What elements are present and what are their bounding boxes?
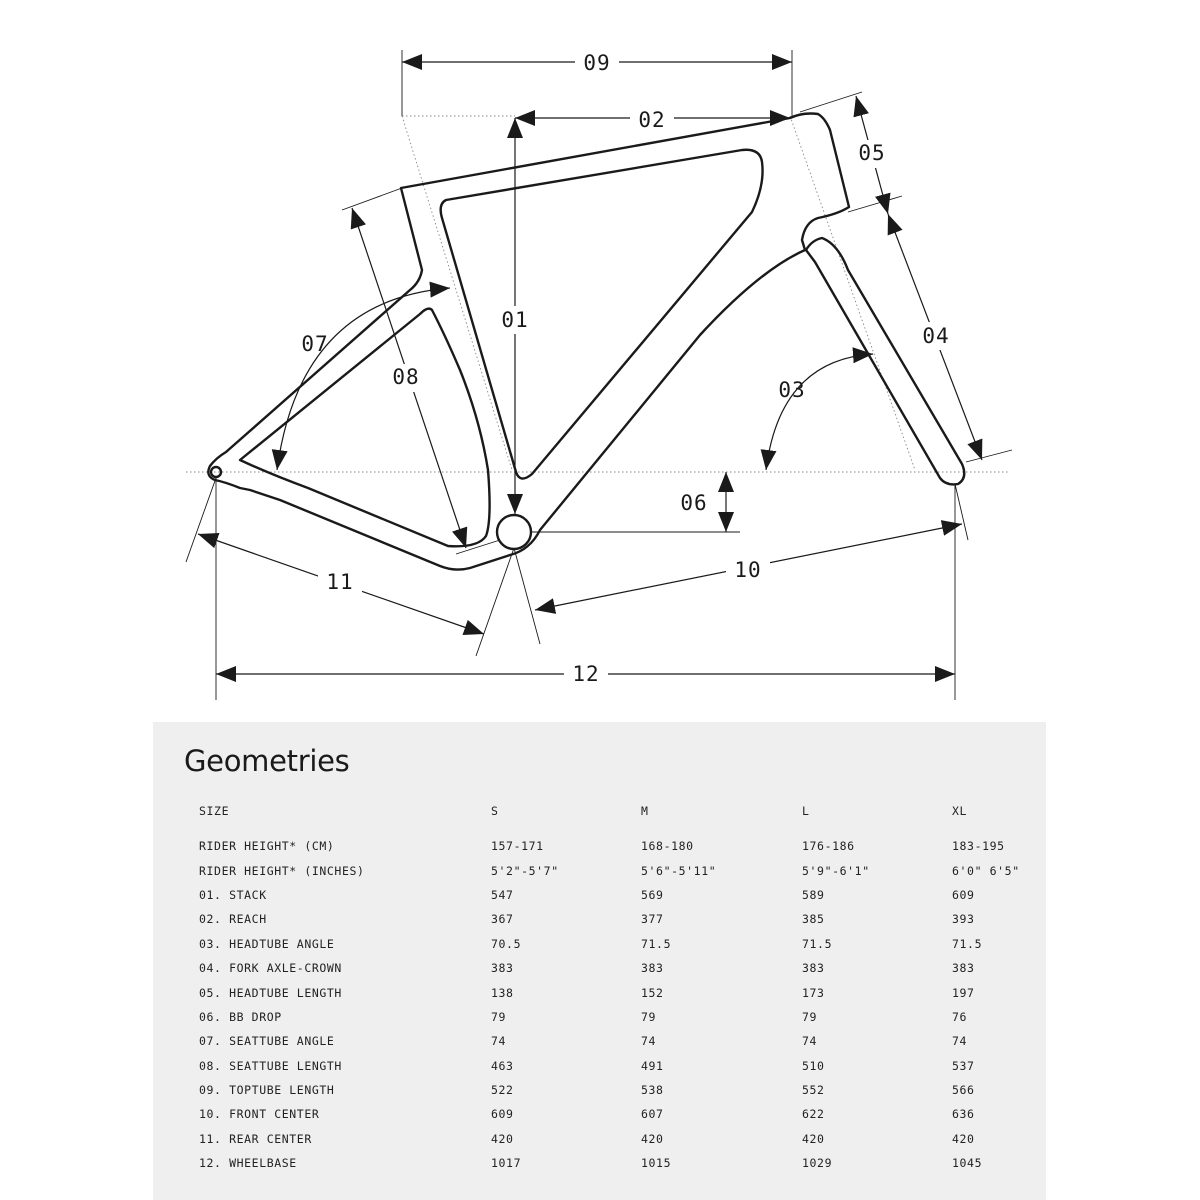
size-value-cell: 420 bbox=[641, 1131, 664, 1146]
size-value-cell: 157-171 bbox=[491, 839, 544, 854]
size-value-cell: 569 bbox=[641, 887, 664, 902]
size-value-cell: L bbox=[802, 804, 810, 818]
size-value-cell: 491 bbox=[641, 1058, 664, 1073]
size-value-cell: 566 bbox=[952, 1083, 975, 1098]
size-value-cell: 5'6"-5'11" bbox=[641, 863, 717, 878]
size-value-cell: 537 bbox=[952, 1058, 975, 1073]
size-value-cell: 522 bbox=[491, 1083, 514, 1098]
size-value-cell: 71.5 bbox=[952, 936, 983, 951]
size-value-cell: 383 bbox=[641, 961, 664, 976]
size-value-cell: 383 bbox=[802, 961, 825, 976]
label-06: 06 bbox=[680, 491, 708, 515]
size-value-cell: 79 bbox=[491, 1009, 507, 1024]
label-08: 08 bbox=[392, 365, 420, 389]
geometry-table bbox=[193, 804, 1042, 1175]
table-row bbox=[193, 1151, 1042, 1175]
size-value-cell: 71.5 bbox=[802, 936, 833, 951]
row-label: 12. WHEELBASE bbox=[199, 1156, 297, 1171]
size-value-cell: 197 bbox=[952, 985, 975, 1000]
label-10: 10 bbox=[734, 558, 762, 582]
label-03: 03 bbox=[778, 378, 806, 402]
size-value-cell: 1015 bbox=[641, 1156, 672, 1171]
size-value-cell: 463 bbox=[491, 1058, 514, 1073]
size-value-cell: 74 bbox=[802, 1034, 818, 1049]
table-row bbox=[193, 1102, 1042, 1126]
label-02: 02 bbox=[638, 108, 666, 132]
size-value-cell: M bbox=[641, 804, 649, 818]
size-value-cell: 420 bbox=[491, 1131, 514, 1146]
size-value-cell: 367 bbox=[491, 912, 514, 927]
size-value-cell: 79 bbox=[802, 1009, 818, 1024]
label-01: 01 bbox=[501, 308, 529, 332]
table-row bbox=[193, 907, 1042, 931]
row-label: 03. HEADTUBE ANGLE bbox=[199, 936, 335, 951]
header-row bbox=[193, 804, 1042, 834]
size-value-cell: 5'9"-6'1" bbox=[802, 863, 870, 878]
size-value-cell: 420 bbox=[952, 1131, 975, 1146]
row-label: 11. REAR CENTER bbox=[199, 1131, 312, 1146]
row-label: 07. SEATTUBE ANGLE bbox=[199, 1034, 335, 1049]
size-value-cell: 636 bbox=[952, 1107, 975, 1122]
size-value-cell: 1045 bbox=[952, 1156, 983, 1171]
label-12: 12 bbox=[572, 662, 600, 686]
row-label: 02. REACH bbox=[199, 912, 267, 927]
geometry-panel bbox=[153, 722, 1046, 1200]
size-value-cell: 74 bbox=[952, 1034, 968, 1049]
row-label: 05. HEADTUBE LENGTH bbox=[199, 985, 342, 1000]
size-value-cell: 420 bbox=[802, 1131, 825, 1146]
row-label: 08. SEATTUBE LENGTH bbox=[199, 1058, 342, 1073]
size-value-cell: 622 bbox=[802, 1107, 825, 1122]
table-row bbox=[193, 1054, 1042, 1078]
size-value-cell: 74 bbox=[641, 1034, 657, 1049]
size-value-cell: 393 bbox=[952, 912, 975, 927]
table-row bbox=[193, 1005, 1042, 1029]
size-value-cell: 168-180 bbox=[641, 839, 694, 854]
size-value-cell: 609 bbox=[491, 1107, 514, 1122]
row-label: 04. FORK AXLE-CROWN bbox=[199, 961, 342, 976]
table-row bbox=[193, 980, 1042, 1004]
label-11: 11 bbox=[326, 570, 354, 594]
bottom-bracket bbox=[497, 515, 531, 549]
size-value-cell: S bbox=[491, 804, 499, 818]
label-05: 05 bbox=[858, 141, 886, 165]
label-09: 09 bbox=[583, 51, 611, 75]
size-value-cell: 510 bbox=[802, 1058, 825, 1073]
row-label: 01. STACK bbox=[199, 887, 267, 902]
size-value-cell: 79 bbox=[641, 1009, 657, 1024]
table-row bbox=[193, 858, 1042, 882]
label-07: 07 bbox=[301, 332, 329, 356]
table-row bbox=[193, 834, 1042, 858]
row-label: 09. TOPTUBE LENGTH bbox=[199, 1083, 335, 1098]
size-value-cell: 173 bbox=[802, 985, 825, 1000]
table-row bbox=[193, 1078, 1042, 1102]
fork bbox=[806, 238, 964, 484]
size-value-cell: XL bbox=[952, 804, 968, 818]
size-value-cell: 176-186 bbox=[802, 839, 855, 854]
table-row bbox=[193, 956, 1042, 980]
size-value-cell: 607 bbox=[641, 1107, 664, 1122]
size-value-cell: 76 bbox=[952, 1009, 968, 1024]
size-value-cell: 385 bbox=[802, 912, 825, 927]
row-label: 06. BB DROP bbox=[199, 1009, 282, 1024]
size-value-cell: 183-195 bbox=[952, 839, 1005, 854]
size-value-cell: 1029 bbox=[802, 1156, 833, 1171]
rear-triangle-window bbox=[240, 309, 490, 547]
size-value-cell: 377 bbox=[641, 912, 664, 927]
size-value-cell: 383 bbox=[491, 961, 514, 976]
table-row bbox=[193, 1029, 1042, 1053]
front-triangle-window bbox=[441, 150, 763, 479]
geometry-title: Geometries bbox=[184, 744, 350, 778]
size-value-cell: 1017 bbox=[491, 1156, 522, 1171]
row-label: SIZE bbox=[199, 804, 230, 818]
size-value-cell: 552 bbox=[802, 1083, 825, 1098]
size-value-cell: 71.5 bbox=[641, 936, 672, 951]
row-label: 10. FRONT CENTER bbox=[199, 1107, 320, 1122]
size-value-cell: 6'0" 6'5" bbox=[952, 863, 1020, 878]
size-value-cell: 547 bbox=[491, 887, 514, 902]
table-row bbox=[193, 1127, 1042, 1151]
table-row bbox=[193, 883, 1042, 907]
size-value-cell: 5'2"-5'7" bbox=[491, 863, 559, 878]
row-label: RIDER HEIGHT* (CM) bbox=[199, 839, 335, 854]
size-value-cell: 609 bbox=[952, 887, 975, 902]
size-value-cell: 589 bbox=[802, 887, 825, 902]
reference-lines bbox=[186, 116, 1010, 472]
size-value-cell: 74 bbox=[491, 1034, 507, 1049]
size-value-cell: 383 bbox=[952, 961, 975, 976]
label-04: 04 bbox=[922, 324, 950, 348]
size-value-cell: 138 bbox=[491, 985, 514, 1000]
table-row bbox=[193, 932, 1042, 956]
row-label: RIDER HEIGHT* (INCHES) bbox=[199, 863, 365, 878]
size-value-cell: 538 bbox=[641, 1083, 664, 1098]
size-value-cell: 152 bbox=[641, 985, 664, 1000]
size-value-cell: 70.5 bbox=[491, 936, 522, 951]
